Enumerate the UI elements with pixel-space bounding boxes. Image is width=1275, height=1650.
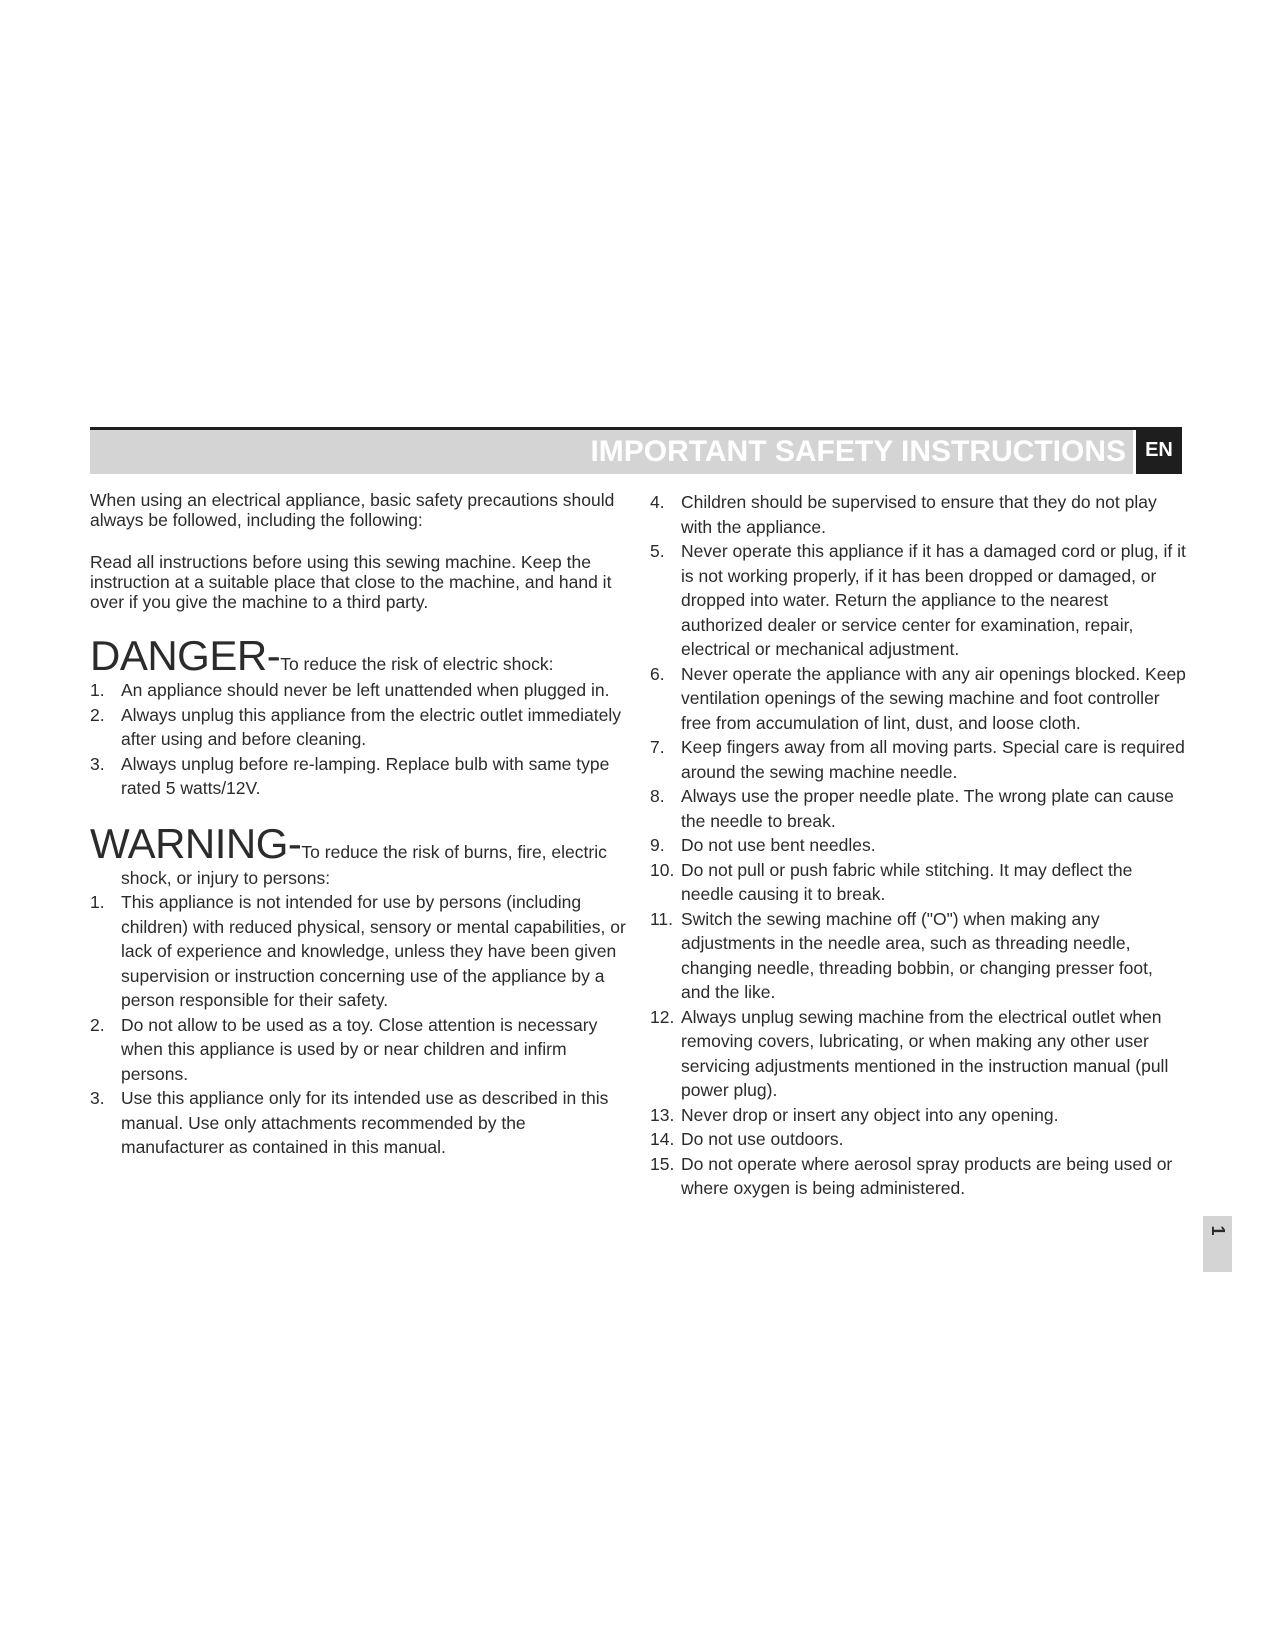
item-number: 7. <box>650 737 665 757</box>
list-item <box>90 703 630 752</box>
list-item <box>650 1152 1186 1201</box>
item-text: Always use the proper needle plate. The wrong plate can cause the needle to break. <box>681 786 1174 831</box>
list-item <box>650 735 1186 784</box>
item-number: 1. <box>90 680 105 700</box>
list-item <box>90 678 630 703</box>
item-text: This appliance is not intended for use by persons (including children) with reduced physical, sensory or mental capabilities, or lack of experience and knowledge, unless they have been given supervision or instruction concerning use of the appliance by a person responsible for their safety. <box>121 892 626 1010</box>
item-number: 4. <box>650 492 665 512</box>
item-text: Always unplug before re-lamping. Replace bulb with same type rated 5 watts/12V. <box>121 753 610 798</box>
list-item <box>650 833 1186 858</box>
warning-heading <box>90 819 630 867</box>
list-item <box>650 662 1186 736</box>
left-column <box>90 490 630 1160</box>
item-number: 11. <box>650 908 674 929</box>
item-number: 3. <box>90 1088 105 1108</box>
list-item <box>650 784 1186 833</box>
list-item <box>90 752 630 801</box>
warning-list-right <box>650 490 1186 1201</box>
item-text: Do not operate where aerosol spray products are being used or where oxygen is being administered. <box>681 1153 1173 1198</box>
item-number: 1. <box>90 892 105 912</box>
item-text: Use this appliance only for its intended use as described in this manual. Use only attachments recommended by the manufacturer as contained in this manual. <box>121 1088 609 1157</box>
item-text: Do not allow to be used as a toy. Close attention is necessary when this appliance is used by or near children and infirm persons. <box>121 1014 598 1084</box>
list-item <box>650 539 1186 662</box>
item-text: Do not pull or push fabric while stitching. It may deflect the needle causing it to break. <box>681 859 1133 904</box>
list-item <box>90 890 630 1013</box>
warning-subtitle-continued: shock, or injury to persons: <box>121 867 331 888</box>
list-item <box>650 858 1186 907</box>
item-number: 5. <box>650 541 665 561</box>
page-tab <box>1203 1216 1232 1272</box>
item-number: 10. <box>650 859 675 880</box>
item-number: 2. <box>90 704 105 725</box>
list-item <box>650 490 1186 539</box>
item-text: Never drop or insert any object into any opening. <box>681 1104 1059 1125</box>
warning-subtitle: To reduce the risk of burns, fire, electric <box>301 841 607 862</box>
warning-word: WARNING- <box>90 819 302 867</box>
item-number: 9. <box>650 835 665 855</box>
right-column <box>650 490 1186 1201</box>
danger-heading <box>90 634 630 678</box>
item-text: Always unplug this appliance from the electric outlet immediately after using and before cleaning. <box>121 704 621 749</box>
list-item <box>650 1005 1186 1103</box>
danger-section <box>90 634 630 801</box>
warning-list-left <box>90 890 630 1160</box>
page-number: 1 <box>1208 1225 1228 1236</box>
list-item <box>90 1013 630 1087</box>
item-text: Do not use bent needles. <box>681 835 876 855</box>
danger-word: DANGER- <box>90 632 281 679</box>
list-item <box>650 1103 1186 1128</box>
item-number: 3. <box>90 753 105 774</box>
item-text: Switch the sewing machine off ("O") when making any adjustments in the needle area, such as threading needle, changing needle, threading bobbin, or changing presser foot, and the like. <box>681 908 1153 1002</box>
item-number: 14. <box>650 1129 675 1149</box>
intro-paragraph: Read all instructions before using this sewing machine. Keep the instruction at a suitable place that close to the machine, and hand it over if you give the machine to a third party. <box>90 552 612 612</box>
item-text: Children should be supervised to ensure that they do not play with the appliance. <box>681 492 1157 537</box>
list-item <box>90 1086 630 1160</box>
list-item <box>650 907 1186 1005</box>
language-badge: EN <box>1136 427 1182 474</box>
item-number: 12. <box>650 1006 675 1027</box>
item-text: An appliance should never be left unattended when plugged in. <box>121 680 610 700</box>
intro-paragraph: When using an electrical appliance, basic safety precautions should always be followed, including the following: <box>90 490 615 530</box>
item-number: 8. <box>650 786 665 806</box>
item-text: Never operate this appliance if it has a damaged cord or plug, if it is not working properly, if it has been dropped or damaged, or dropped into water. Return the appliance to the nearest authorized dealer or service center for examination, repair, electrical or mechanical adjustment. <box>681 541 1186 659</box>
item-number: 15. <box>650 1153 675 1174</box>
item-number: 13. <box>650 1104 675 1125</box>
item-text: Never operate the appliance with any air openings blocked. Keep ventilation openings of the sewing machine and foot controller free from accumulation of lint, dust, and loose cloth. <box>681 663 1186 733</box>
item-number: 2. <box>90 1014 105 1035</box>
list-item <box>650 1127 1186 1152</box>
item-text: Keep fingers away from all moving parts. Special care is required around the sewing machine needle. <box>681 737 1185 782</box>
danger-list <box>90 678 630 801</box>
page-title: IMPORTANT SAFETY INSTRUCTIONS <box>590 435 1126 468</box>
item-text: Do not use outdoors. <box>681 1129 844 1149</box>
danger-subtitle: To reduce the risk of electric shock: <box>280 654 554 674</box>
item-number: 6. <box>650 663 665 684</box>
item-text: Always unplug sewing machine from the electrical outlet when removing covers, lubricating, or when making any other user servicing adjustments mentioned in the instruction manual (pull power plug). <box>681 1006 1169 1100</box>
warning-section <box>90 819 630 1160</box>
